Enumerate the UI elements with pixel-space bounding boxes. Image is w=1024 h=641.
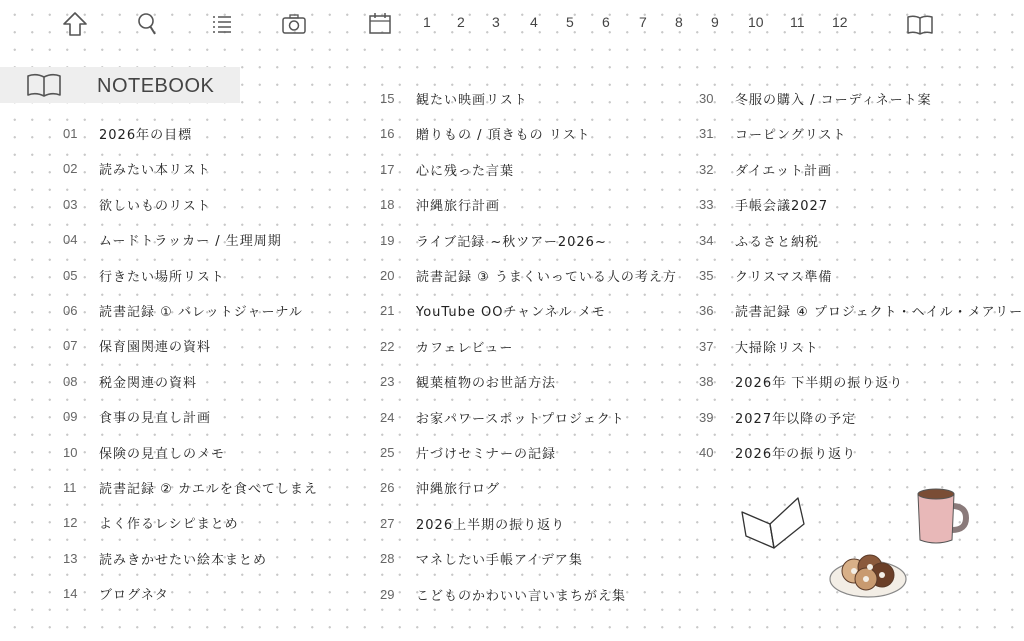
- entry-title: 手帳会議2027: [735, 199, 829, 215]
- entry-title: 沖縄旅行計画: [416, 199, 501, 215]
- entry-title: 保険の見直しのメモ: [99, 446, 226, 462]
- notebook-entry[interactable]: [63, 331, 383, 361]
- notebook-entry[interactable]: [63, 154, 383, 184]
- entry-number: 14: [63, 586, 78, 602]
- entry-title: 読書記録 ② カエルを食べてしまえ: [99, 482, 318, 497]
- entry-number: 12: [63, 515, 78, 531]
- home-icon[interactable]: [61, 10, 89, 38]
- month-tab-8[interactable]: 8: [675, 14, 683, 30]
- month-tab-12[interactable]: 12: [832, 14, 848, 30]
- donut-plate-illustration: [826, 545, 910, 605]
- entry-number: 05: [63, 267, 78, 283]
- entry-title: ふるさと納税: [735, 234, 820, 250]
- entry-title: よく作るレシピまとめ: [99, 517, 239, 533]
- entry-title: 片づけセミナーの記録: [416, 447, 557, 462]
- entry-number: 13: [63, 550, 78, 566]
- search-icon[interactable]: [133, 10, 161, 38]
- entry-title: ムードトラッカー / 生理周期: [99, 234, 282, 250]
- entry-number: 19: [380, 232, 395, 248]
- notebook-entry[interactable]: [699, 367, 1019, 397]
- entry-number: 11: [63, 480, 77, 495]
- notebook-entry[interactable]: [63, 225, 383, 255]
- entry-title: 読書記録 ④ プロジェクト・ヘイル・メアリー: [735, 305, 1024, 321]
- notebook-book-icon: [26, 72, 62, 98]
- month-tab-10[interactable]: 10: [748, 14, 764, 30]
- entry-number: 32: [699, 161, 714, 177]
- notebook-entry[interactable]: [63, 367, 383, 397]
- entry-title: コーピングリスト: [735, 128, 847, 144]
- calendar-icon[interactable]: [366, 10, 394, 38]
- notebook-entry[interactable]: [380, 84, 700, 114]
- notebook-entry[interactable]: [380, 580, 700, 610]
- entry-number: 16: [380, 126, 395, 142]
- entry-number: 36: [699, 303, 714, 319]
- camera-icon[interactable]: [280, 10, 308, 38]
- entry-number: 17: [380, 161, 395, 177]
- entry-title: カフェレビュー: [416, 340, 514, 356]
- coffee-mug-illustration: [912, 484, 972, 552]
- entry-title: 食事の見直し計画: [99, 411, 212, 427]
- entry-title: お家パワースポットプロジェクト: [416, 411, 625, 427]
- notebook-entry[interactable]: [699, 84, 1019, 114]
- notebook-entry[interactable]: [380, 544, 700, 574]
- entry-title: 観たい映画リスト: [416, 93, 528, 108]
- entry-title: ブログネタ: [99, 588, 169, 604]
- entry-number: 21: [380, 303, 395, 319]
- notebook-entry[interactable]: [699, 155, 1019, 185]
- notebook-entry[interactable]: [380, 155, 700, 185]
- notebook-entry[interactable]: [63, 296, 383, 326]
- entry-number: 40: [699, 445, 714, 460]
- entry-title: 読書記録 ③ うまくいっている人の考え方: [416, 270, 677, 285]
- notebook-entry[interactable]: [63, 438, 383, 468]
- entry-number: 33: [699, 197, 714, 213]
- notebook-entry[interactable]: [699, 296, 1024, 326]
- notebook-entry[interactable]: [699, 403, 1019, 433]
- notebook-entry[interactable]: [380, 190, 700, 220]
- notebook-entry[interactable]: [380, 261, 700, 291]
- notebook-entry[interactable]: [63, 544, 383, 574]
- entry-number: 08: [63, 373, 78, 389]
- notebook-entry[interactable]: [699, 332, 1019, 362]
- entry-title: 2026年の目標: [99, 128, 193, 143]
- entry-title: 2026年の振り返り: [735, 447, 857, 462]
- notebook-entry[interactable]: [380, 403, 700, 433]
- month-tab-6[interactable]: 6: [602, 14, 610, 30]
- notebook-entry[interactable]: [63, 190, 383, 220]
- notebook-entry[interactable]: [380, 332, 700, 362]
- entry-number: 03: [63, 196, 78, 212]
- entry-number: 35: [699, 268, 714, 283]
- entry-number: 38: [699, 374, 714, 390]
- entry-title: 保育園関連の資料: [99, 340, 212, 356]
- entry-number: 24: [380, 409, 395, 425]
- month-tab-2[interactable]: 2: [457, 14, 465, 30]
- entry-number: 06: [63, 303, 78, 318]
- month-tab-11[interactable]: 11: [790, 14, 805, 30]
- entry-title: 読みきかせたい絵本まとめ: [99, 552, 268, 568]
- entry-number: 25: [380, 445, 395, 460]
- entry-title: マネしたい手帳アイデア集: [416, 553, 583, 569]
- notebook-entry[interactable]: [63, 473, 383, 503]
- notebook-entry[interactable]: [699, 438, 1019, 468]
- entry-title: 贈りもの / 頂きもの リスト: [416, 128, 591, 144]
- entry-title: 観葉植物のお世話方法: [416, 376, 557, 392]
- notebook-entry[interactable]: [63, 119, 383, 149]
- notebook-entry[interactable]: [699, 226, 1019, 256]
- open-book-illustration: [738, 494, 808, 556]
- list-icon[interactable]: [208, 10, 236, 38]
- notebook-entry[interactable]: [699, 119, 1019, 149]
- entry-title: 心に残った言葉: [416, 163, 515, 179]
- notebook-entry[interactable]: [63, 579, 383, 609]
- entry-title: ダイエット計画: [735, 163, 832, 179]
- month-tab-4[interactable]: 4: [530, 14, 538, 30]
- entry-number: 31: [699, 126, 714, 142]
- entry-title: 大掃除リスト: [735, 340, 819, 356]
- entry-number: 30: [699, 91, 714, 106]
- notebook-entry[interactable]: [380, 367, 700, 397]
- entry-title: 2026年 下半期の振り返り: [735, 376, 904, 392]
- notebook-entry[interactable]: [380, 438, 700, 468]
- entry-number: 10: [63, 444, 78, 460]
- notebook-entry[interactable]: [380, 296, 700, 326]
- notebook-entry[interactable]: [699, 261, 1019, 291]
- notebook-entry[interactable]: [380, 473, 700, 503]
- entry-number: 39: [699, 409, 714, 425]
- entry-title: 行きたい場所リスト: [99, 269, 225, 285]
- entry-title: こどものかわいい言いまちがえ集: [416, 588, 627, 604]
- entry-number: 34: [699, 232, 714, 248]
- notebook-entry[interactable]: [699, 190, 1019, 220]
- notebook-entry[interactable]: [380, 509, 700, 539]
- entry-title: 冬服の購入 / コーディネート案: [735, 93, 932, 108]
- entry-number: 01: [63, 126, 78, 141]
- entry-number: 04: [63, 232, 78, 248]
- entry-number: 28: [380, 551, 395, 567]
- notebook-entry[interactable]: [63, 508, 383, 538]
- entry-number: 15: [380, 91, 395, 106]
- entry-number: 20: [380, 268, 395, 283]
- entry-title: YouTube OOチャンネル メモ: [416, 305, 606, 321]
- top-toolbar: [0, 0, 1024, 48]
- entry-title: 2027年以降の予定: [735, 411, 857, 427]
- book-icon[interactable]: [906, 10, 934, 38]
- entry-number: 26: [380, 480, 395, 496]
- entry-number: 27: [380, 515, 395, 531]
- month-tab-5[interactable]: 5: [566, 14, 574, 30]
- notebook-title: NOTEBOOK: [97, 75, 215, 97]
- entry-number: 02: [63, 161, 78, 177]
- entry-number: 37: [699, 338, 714, 354]
- notebook-entry[interactable]: [380, 226, 700, 256]
- entry-number: 23: [380, 374, 395, 390]
- entry-title: クリスマス準備: [735, 270, 833, 285]
- entry-title: 沖縄旅行ログ: [416, 482, 501, 498]
- entry-title: 読みたい本リスト: [99, 163, 211, 179]
- entry-number: 29: [380, 586, 395, 602]
- month-tab-9[interactable]: 9: [711, 14, 719, 30]
- notebook-entry[interactable]: [380, 119, 700, 149]
- notebook-header: [0, 67, 240, 103]
- notebook-entry[interactable]: [63, 261, 383, 291]
- entry-title: 読書記録 ① バレットジャーナル: [99, 305, 303, 320]
- entry-title: ライブ記録 ~秋ツアー2026~: [416, 234, 607, 250]
- entry-number: 18: [380, 197, 395, 213]
- entry-title: 欲しいものリスト: [99, 198, 211, 214]
- entry-number: 07: [63, 338, 78, 354]
- month-tab-7[interactable]: 7: [639, 14, 647, 30]
- month-tab-3[interactable]: 3: [492, 14, 500, 30]
- entry-number: 09: [63, 409, 78, 425]
- month-tab-1[interactable]: 1: [423, 14, 431, 30]
- entry-title: 税金関連の資料: [99, 375, 198, 391]
- notebook-entry[interactable]: [63, 402, 383, 432]
- entry-number: 22: [380, 338, 395, 354]
- entry-title: 2026上半期の振り返り: [416, 517, 566, 533]
